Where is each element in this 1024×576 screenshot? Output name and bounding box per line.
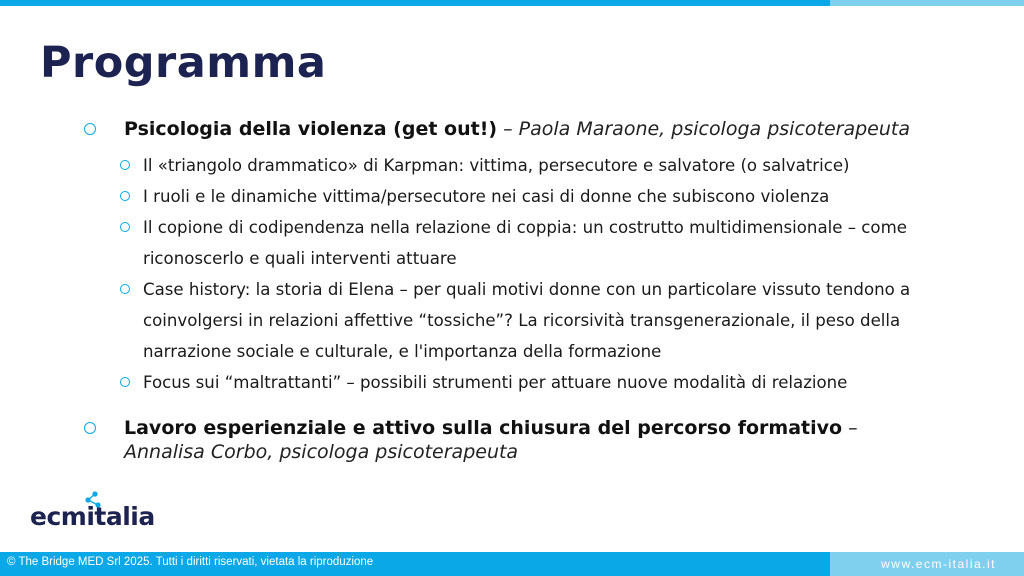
footer-bar [0, 552, 830, 576]
circle-bullet-icon [84, 422, 96, 434]
ecmitalia-logo [30, 494, 170, 534]
separator: – [842, 417, 858, 439]
sub-item [120, 212, 950, 274]
program-item-1 [84, 117, 944, 141]
sub-list [120, 150, 950, 398]
logo-text: ecmitalia [30, 502, 155, 531]
top-accent-bar [0, 0, 830, 6]
sub-item-text: Il copione di codipendenza nella relazione di coppia: un costrutto multidimensionale – come riconoscerlo e quali interventi attuare [143, 218, 907, 268]
sub-item-text: Il «triangolo drammatico» di Karpman: vittima, persecutore e salvatore (o salvatrice) [143, 156, 850, 175]
circle-bullet-icon [120, 284, 130, 294]
circle-bullet-icon [120, 191, 130, 201]
footer-website-bar [830, 552, 1024, 576]
sub-item [120, 274, 950, 367]
page-title: Programma [40, 38, 327, 88]
sub-item [120, 181, 950, 212]
sub-item-text: I ruoli e le dinamiche vittima/persecutore nei casi di donne che subiscono violenza [143, 187, 830, 206]
sub-item-text: Focus sui “maltrattanti” – possibili strumenti per attuare nuove modalità di relazione [143, 373, 848, 392]
sub-item [120, 367, 950, 398]
circle-bullet-icon [120, 222, 130, 232]
top-accent-bar-light [830, 0, 1024, 6]
program-item-2 [84, 416, 944, 464]
circle-bullet-icon [120, 377, 130, 387]
circle-bullet-icon [120, 160, 130, 170]
program-item-speaker: Paola Maraone, psicologa psicoterapeuta [518, 118, 910, 140]
program-item-text [124, 117, 944, 141]
separator: – [497, 118, 519, 140]
copyright-text: © The Bridge MED Srl 2025. Tutti i diritti riservati, vietata la riproduzione [7, 556, 374, 568]
sub-item [120, 150, 950, 181]
sub-item-text: Case history: la storia di Elena – per quali motivi donne con un particolare vissuto tendono a coinvolgersi in relazioni affettive “tossiche”? La ricorsività transgenerazionale, il peso della narrazione sociale e culturale, e l'importanza della formazione [143, 280, 911, 361]
program-item-title: Psicologia della violenza (get out!) [124, 118, 498, 140]
circle-bullet-icon [84, 123, 96, 135]
program-item-text [124, 416, 944, 464]
program-item-speaker: Annalisa Corbo, psicologa psicoterapeuta [124, 441, 519, 463]
website-link[interactable]: www.ecm-italia.it [881, 557, 996, 571]
program-item-title: Lavoro esperienziale e attivo sulla chiusura del percorso formativo [124, 417, 843, 439]
